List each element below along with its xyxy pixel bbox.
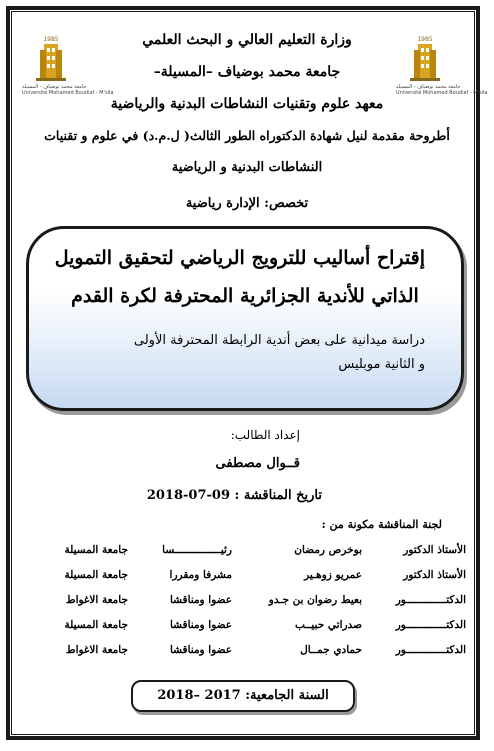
member-name: صدراتي حبيــب — [294, 619, 362, 631]
member-university: جامعة المسيلة — [64, 569, 128, 581]
member-role: عضوا ومناقشا — [169, 644, 232, 656]
member-role: مشرفا ومقررا — [169, 569, 232, 581]
member-role: عضوا ومناقشا — [169, 619, 232, 631]
committee-member-row — [26, 594, 466, 612]
institute-name: معهد علوم وتقنيات النشاطات البدنية والرياضية — [110, 96, 384, 112]
committee-member-row — [26, 619, 466, 637]
member-name: حمادي جمــال — [300, 644, 362, 656]
svg-text:1985: 1985 — [417, 36, 433, 43]
member-role: رئيـــــــــــــــسا — [162, 544, 232, 556]
member-role: عضوا ومناقشا — [169, 594, 232, 606]
committee-label: لجنة المناقشة مكونة من : — [321, 518, 442, 531]
university-name: جامعة محمد بوضياف –المسيلة– — [153, 64, 341, 80]
logo-caption-fr: Université Mohamed Boudiaf - M'sila — [396, 90, 488, 96]
member-title: الدكتـــــــــــــور — [395, 644, 466, 656]
logo-caption-ar: جامعة محمد بوضياف - المسيلة — [22, 84, 87, 90]
committee-member-row — [26, 644, 466, 662]
thesis-purpose-line1: أطروحة مقدمة لنيل شهادة الدكتوراه الطور الثالث( ل.م.د) في علوم و تقنيات — [44, 128, 450, 143]
thesis-title-line2: الذاتي للأندية الجزائرية المحترفة لكرة القدم — [71, 285, 419, 307]
thesis-title-line1: إقتراح أساليب للترويج الرياضي لتحقيق التمويل — [54, 247, 425, 269]
specialty: تخصص: الإدارة رياضية — [185, 196, 309, 211]
member-university: جامعة الاغواط — [65, 644, 128, 656]
logo-caption-fr: Université Mohamed Boudiaf - M'sila — [22, 90, 114, 96]
committee-member-row — [26, 569, 466, 587]
academic-year-box: السنة الجامعية: 2017 –2018 — [131, 680, 355, 712]
member-title: الأستاذ الدكتور — [403, 569, 466, 581]
member-university: جامعة المسيلة — [64, 544, 128, 556]
member-name: بعيط رضوان بن جـدو — [268, 594, 362, 606]
thesis-subtitle-line1: دراسة ميدانية على بعض أندية الرابطة المحترفة الأولى — [133, 333, 425, 348]
logo-caption-ar: جامعة محمد بوضياف - المسيلة — [396, 84, 461, 90]
ministry-name: وزارة التعليم العالي و البحث العلمي — [142, 32, 352, 48]
member-name: بوخرص رمضان — [294, 544, 362, 556]
member-title: الدكتـــــــــــــور — [395, 594, 466, 606]
thesis-purpose-line2: النشاطات البدنية و الرياضية — [171, 160, 323, 175]
thesis-title-box — [26, 226, 464, 411]
defense-date: تاريخ المناقشة : 09-07-2018 — [146, 488, 322, 503]
student-name: قــوال مصطفى — [215, 456, 300, 471]
prepared-by-label: إعداد الطالب: — [230, 428, 300, 442]
thesis-subtitle-line2: و الثانية موبليس — [338, 357, 425, 372]
member-title: الدكتـــــــــــــور — [395, 619, 466, 631]
member-university: جامعة الاغواط — [65, 594, 128, 606]
member-university: جامعة المسيلة — [64, 619, 128, 631]
member-name: عمريو زوهـير — [304, 569, 362, 581]
svg-text:1985: 1985 — [43, 36, 59, 43]
committee-member-row — [26, 544, 466, 562]
member-title: الأستاذ الدكتور — [403, 544, 466, 556]
